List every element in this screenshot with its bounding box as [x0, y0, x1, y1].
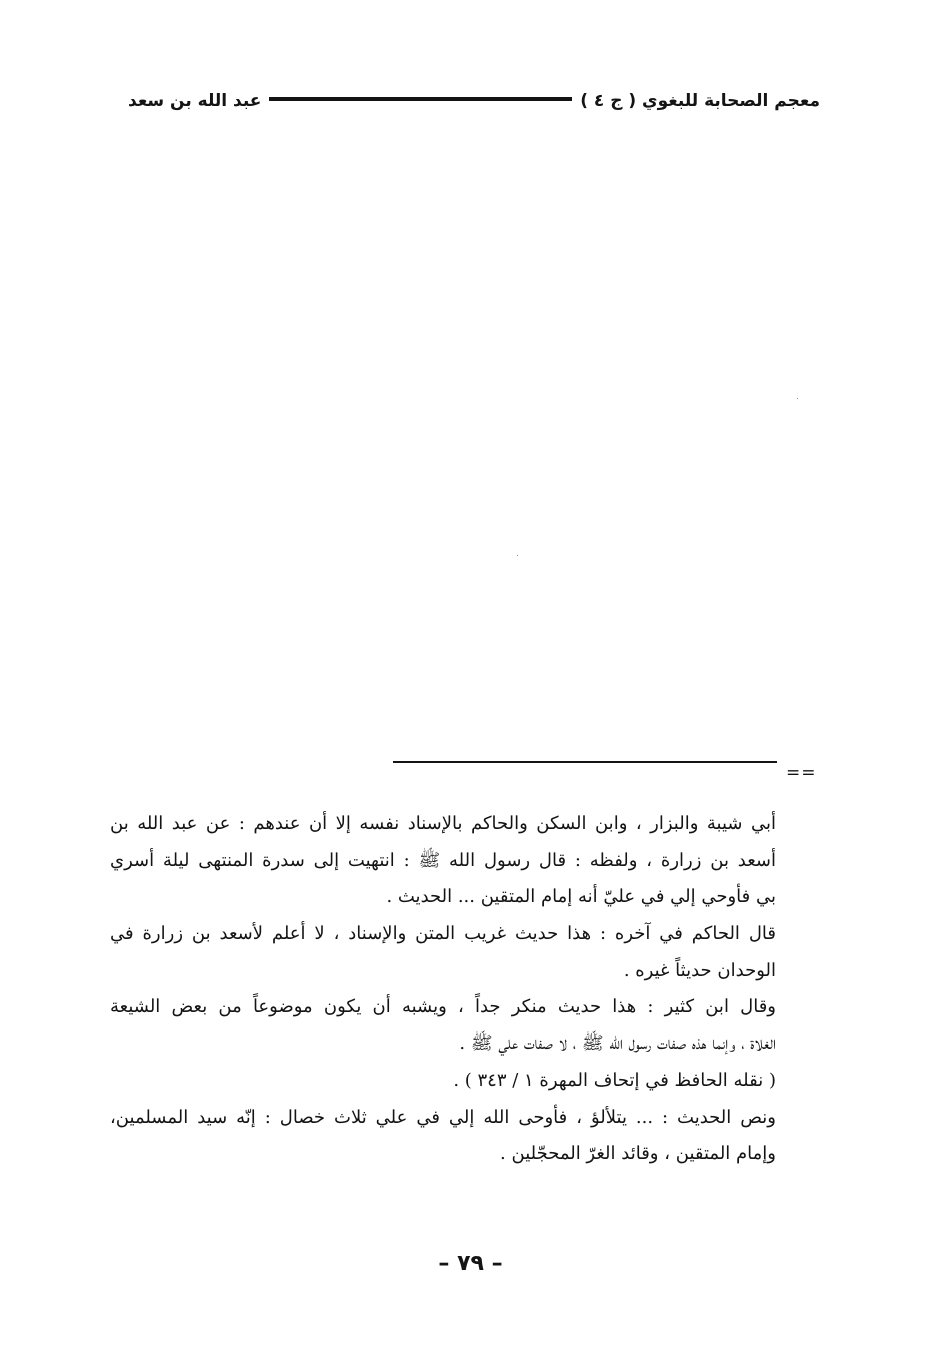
book-title: معجم الصحابة للبغوي ( ج ٤ ): [580, 91, 820, 111]
footnote-line: ( نقله الحافظ في إتحاف المهرة ١ / ٣٤٣ ) .: [453, 1069, 776, 1091]
section-title: عبد الله بن سعد: [128, 91, 262, 111]
footnote-line: وقال ابن كثير : هذا حديث منكر جداً ، ويشبه أن يكون موضوعاً من بعض الشيعة: [110, 996, 776, 1018]
page-number: – ٧٩ –: [438, 1251, 503, 1276]
footnote-separator: [393, 761, 777, 763]
footnote-line: بي فأوحي إلي في عليّ أنه إمام المتقين ... الحديث .: [386, 886, 776, 908]
scan-speck: [517, 555, 518, 556]
footnote-line: قال الحاكم في آخره : هذا حديث غريب المتن والإسناد ، لا أعلم لأسعد بن زرارة في: [110, 923, 776, 945]
footnote-line: أبي شيبة والبزار ، وابن السكن والحاكم بالإسناد نفسه إلا أن عندهم : عن عبد الله بن: [110, 813, 776, 834]
running-header: [128, 86, 820, 116]
footnote-line: أسعد بن زرارة ، ولفظه : قال رسول الله ﷺ : انتهيت إلى سدرة المنتهى ليلة أسري: [110, 849, 776, 871]
footnote-line: الغلاة ، وإنما هذه صفات رسول الله ﷺ ، لا صفات علي ﷺ .: [459, 1033, 776, 1055]
header-rule: [269, 97, 572, 101]
footnote-line: الوحدان حديثاً غيره .: [623, 959, 776, 981]
footnote-continuation-mark: ==: [786, 763, 817, 783]
scan-speck: [797, 398, 798, 399]
footnote-line: وإمام المتقين ، وقائد الغرّ المحجّلين .: [500, 1143, 776, 1165]
footnotes: [110, 806, 776, 1173]
footnote-line: ونص الحديث : ... يتلألؤ ، فأوحى الله إلي في علي ثلاث خصال : إنّه سيد المسلمين،: [110, 1106, 776, 1128]
